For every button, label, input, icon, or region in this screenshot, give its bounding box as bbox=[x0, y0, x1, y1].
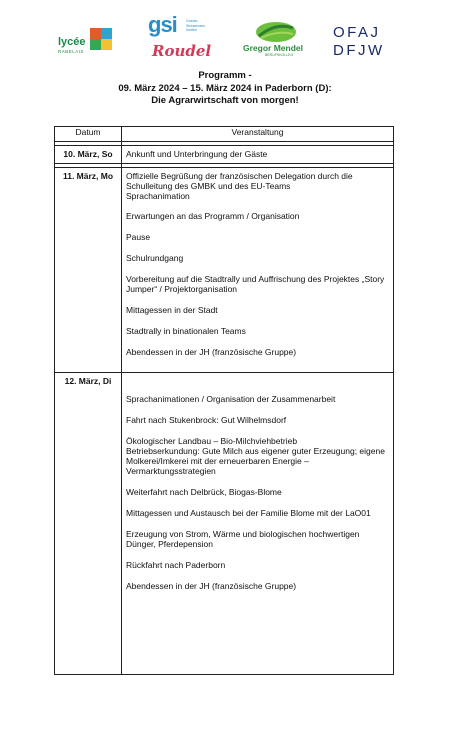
lycee-logo-subtext: RABELAIS bbox=[58, 49, 85, 54]
gregor-mendel-logo bbox=[243, 20, 313, 60]
row-date: 12. März, Di bbox=[55, 373, 122, 675]
event-item: Abendessen in der JH (französische Gruppe) bbox=[126, 581, 297, 591]
event-item: Abendessen in der JH (französische Gruppe) bbox=[126, 347, 297, 357]
dfjw-line: DFJW bbox=[333, 42, 385, 59]
gsi-small-line: Institut bbox=[186, 28, 197, 33]
leaf-icon bbox=[253, 20, 299, 44]
heading-line-1: Programm - bbox=[198, 70, 252, 81]
event-item: Stadtrally in binationalen Teams bbox=[126, 326, 246, 336]
row-events bbox=[122, 146, 394, 164]
table-header-row bbox=[55, 127, 394, 142]
event-item: Pause bbox=[126, 232, 151, 242]
ofaj-dfjw-logo bbox=[333, 24, 393, 64]
event-item: Sprachanimationen / Organisation der Zusammenarbeit bbox=[126, 394, 336, 404]
table-row bbox=[55, 373, 394, 675]
gsi-small-line: Gustav bbox=[186, 19, 198, 23]
lycee-rabelais-logo bbox=[58, 26, 114, 56]
event-item: Ankunft und Unterbringung der Gäste bbox=[126, 149, 268, 159]
lycee-logo-text: lycée bbox=[58, 36, 86, 48]
event-item: Weiterfahrt nach Delbrück, Biogas-Blome bbox=[126, 487, 282, 497]
gregor-logo-sub: BERUFSKOLLEG bbox=[265, 53, 294, 57]
heading-line-2: 09. März 2024 – 15. März 2024 in Paderborn (D): bbox=[118, 82, 332, 94]
row-events bbox=[122, 373, 394, 675]
event-item: Offizielle Begrüßung der französischen Delegation durch die Schulleitung des GMBK und des EU-Teams Sprachanimation bbox=[126, 171, 353, 201]
lycee-mark-icon bbox=[90, 28, 112, 50]
table-row bbox=[55, 168, 394, 373]
gregor-logo-name: Gregor Mendel bbox=[243, 43, 303, 53]
row-date: 10. März, So bbox=[55, 146, 122, 164]
event-item: Vorbereitung auf die Stadtrally und Auffrischung des Projektes „Story Jumper“ / Projektorganisation bbox=[126, 274, 385, 294]
program-table bbox=[54, 126, 394, 675]
ofaj-line: OFAJ bbox=[333, 24, 381, 41]
event-item: Ökologischer Landbau – Bio-Milchviehbetrieb Betriebserkundung: Gute Milch aus eigener guter Erzeugung; eigene Molkerei/Imkerei mit der erneuerbaren Energie – Vermarktungsstrategien bbox=[126, 436, 385, 476]
event-item: Fahrt nach Stukenbrock: Gut Wilhelmsdorf bbox=[126, 415, 287, 425]
row-events bbox=[122, 168, 394, 373]
gsi-logo-text: gsi bbox=[148, 12, 177, 37]
table-row bbox=[55, 146, 394, 164]
roudel-logo-text: Roudel bbox=[152, 42, 212, 60]
logo-bar bbox=[0, 14, 450, 66]
gsi-logo-small-text bbox=[186, 19, 205, 33]
program-heading bbox=[0, 70, 450, 108]
event-item: Mittagessen und Austausch bei der Familie Blome mit der LaO01 bbox=[126, 508, 371, 518]
event-item: Erwartungen an das Programm / Organisation bbox=[126, 211, 300, 221]
event-item: Schulrundgang bbox=[126, 253, 184, 263]
row-date: 11. März, Mo bbox=[55, 168, 122, 373]
heading-line-3: Die Agrarwirtschaft von morgen! bbox=[151, 95, 299, 106]
event-item: Rückfahrt nach Paderborn bbox=[126, 560, 226, 570]
column-header-event: Veranstaltung bbox=[122, 127, 394, 142]
gsi-roudel-logo bbox=[142, 14, 222, 64]
event-item: Mittagessen in der Stadt bbox=[126, 305, 218, 315]
gsi-small-line: Stresemann bbox=[186, 23, 206, 28]
event-item: Erzeugung von Strom, Wärme und biologischen hochwertigen Dünger, Pferdepension bbox=[126, 529, 360, 549]
column-header-date: Datum bbox=[55, 127, 122, 142]
